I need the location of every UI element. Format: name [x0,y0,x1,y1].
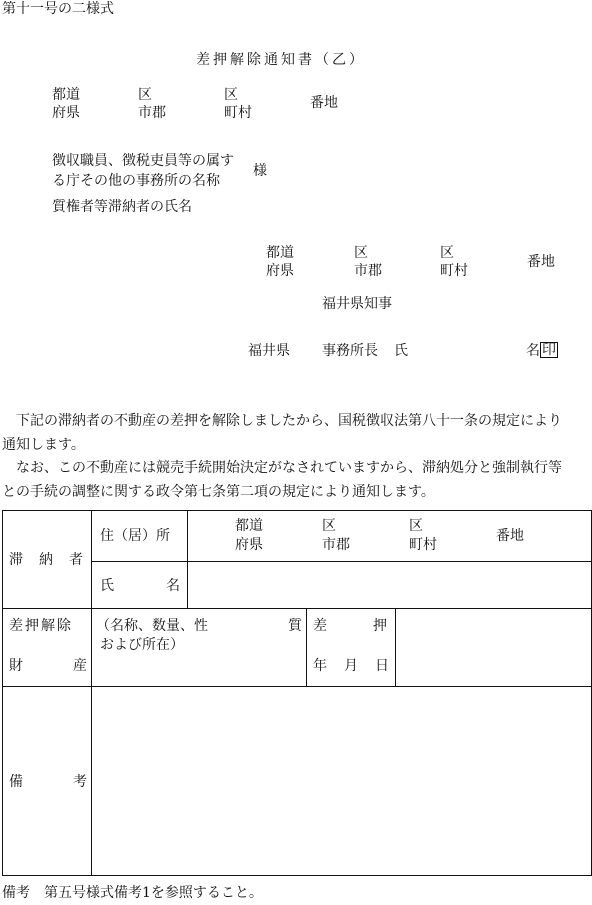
document-title: 差押解除通知書（乙） [196,52,366,68]
date-month: 月 [344,658,358,674]
recipient-office-line1: 徴収職員、徴税吏員等の属す [52,153,234,169]
table-addr-pref-top: 都道 [235,518,263,534]
table-row [3,609,592,687]
property-label-cell [3,609,92,687]
recipient-creditor-line: 質権者等滞納者の氏名 [52,199,192,215]
seizure-value-cell [396,609,592,687]
sender-town-bottom: 町村 [440,263,468,279]
addr-banchi: 番地 [310,95,338,111]
property-label-2a: 財 [9,658,23,674]
table-addr-banchi: 番地 [496,528,524,544]
addr-prefecture-top: 都道 [52,87,80,103]
delinquent-label-cell [3,511,92,609]
addr-city-top: 区 [138,87,152,103]
property-desc-1b: 質 [288,618,302,634]
seizure-label-1b: 押 [373,618,387,634]
name-label-2: 名 [166,578,180,594]
table-row [3,687,592,876]
body-para1-line1: 下記の滞納者の不動産の差押を解除しましたから、国税徴収法第八十一条の規定により [16,413,562,429]
table-row [3,511,592,562]
date-year: 年 [313,658,327,674]
property-desc-1: （名称、数量、性 [96,618,208,634]
seal-icon [540,342,558,358]
addr-prefecture-bottom: 府県 [52,105,80,121]
remarks-label-2: 考 [73,774,87,790]
delinquent-label: 滞 納 者 [9,552,84,568]
remarks-label-cell [3,687,92,876]
seizure-label-cell [307,609,396,687]
date-day: 日 [375,658,389,674]
sender-city-bottom: 市郡 [354,263,382,279]
recipient-office-line2: る庁その他の事務所の名称 [52,173,220,189]
body-para2-line2: との手続の調整に関する政令第七条第二項の規定により通知します。 [2,484,435,500]
seal-text: 印 [542,342,556,358]
address-label-cell [92,511,188,562]
sender-mei: 名 [526,343,540,359]
addr-town-top: 区 [224,87,238,103]
table-addr-pref-bottom: 府県 [235,537,263,553]
property-desc-cell [92,609,307,687]
sender-prefecture-bottom: 府県 [266,263,294,279]
sender-prefecture-top: 都道 [266,245,294,261]
table-row [3,562,592,609]
body-para2-line1: なお、この不動産には競売手続開始決定がなされていますから、滞納処分と強制執行等 [16,460,562,476]
sender-prefecture-name: 福井県 [248,343,290,359]
name-value-cell [188,562,592,609]
sender-banchi: 番地 [527,254,555,270]
notice-table [2,510,592,876]
remarks-label-1: 備 [9,774,23,790]
body-para1-line2: 通知します。 [2,437,85,453]
table-addr-town-bottom: 町村 [409,537,437,553]
property-label-1: 差押解除 [9,618,73,634]
property-label-2b: 産 [73,658,87,674]
sender-shi: 氏 [394,343,408,359]
sender-city-top: 区 [354,245,368,261]
sender-office-head: 事務所長 [322,343,378,359]
table-addr-town-top: 区 [409,518,423,534]
sender-town-top: 区 [440,245,454,261]
name-label-cell [92,562,188,609]
table-addr-city-top: 区 [322,518,336,534]
addr-city-bottom: 市郡 [138,105,166,121]
footer-note: 備考 第五号様式備考1を参照すること。 [2,885,263,901]
sender-governor: 福井県知事 [322,296,392,312]
table-addr-city-bottom: 市郡 [322,537,350,553]
addr-town-bottom: 町村 [224,105,252,121]
address-label: 住（居）所 [100,528,170,544]
remarks-value-cell [92,687,592,876]
form-number-label: 第十一号の二様式 [2,1,114,17]
seizure-label-1: 差 [313,618,327,634]
recipient-honorific: 様 [253,163,267,179]
address-value-cell [188,511,592,562]
name-label-1: 氏 [100,578,114,594]
property-desc-2: および所在） [100,637,184,653]
